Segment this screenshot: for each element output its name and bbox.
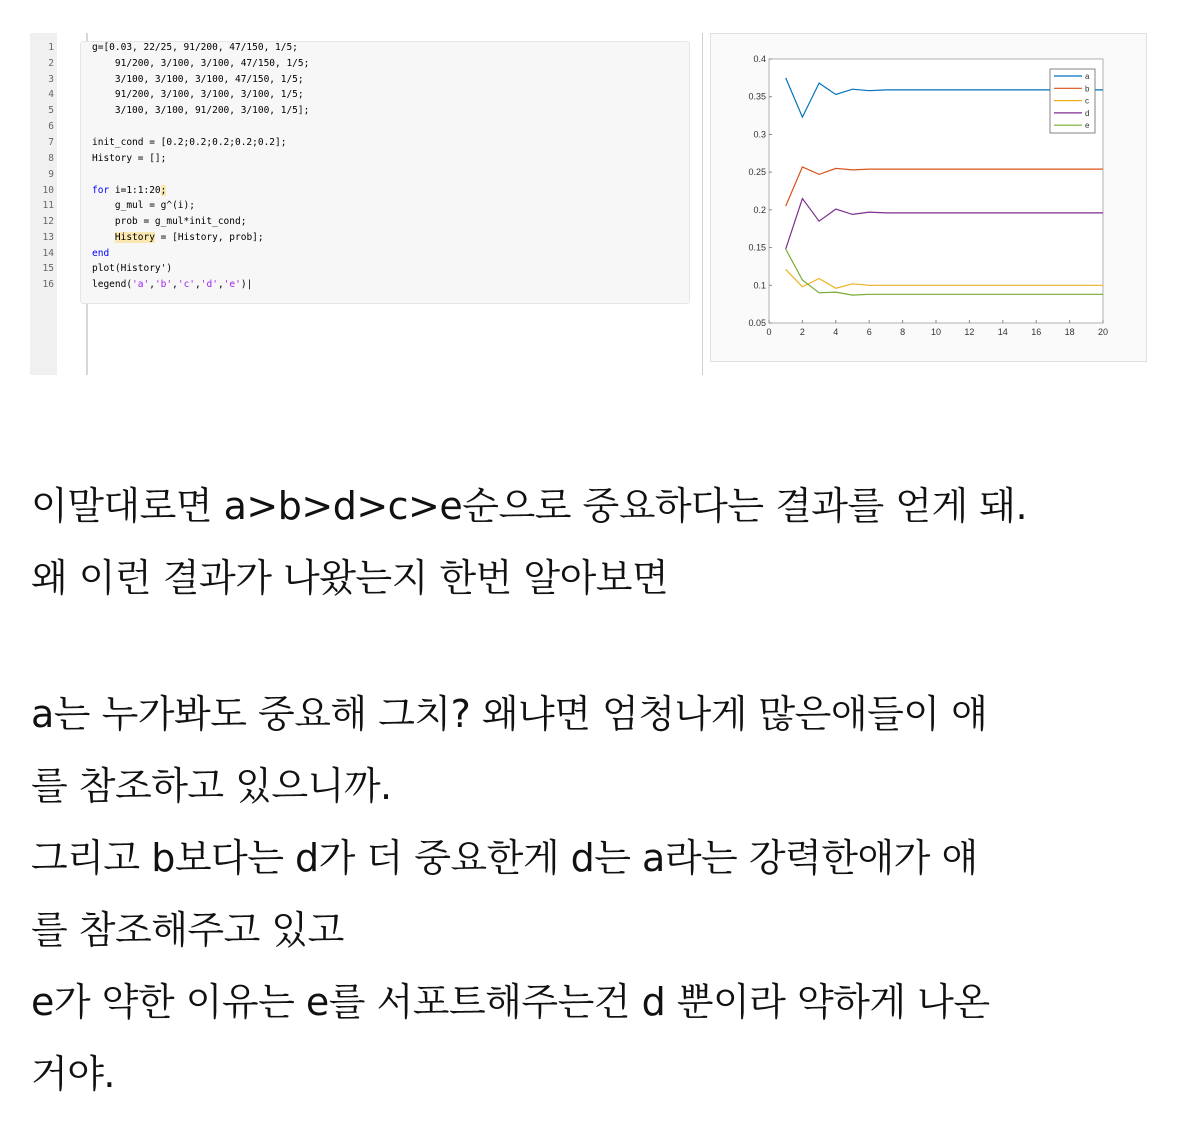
code-string: 'c'	[177, 279, 196, 290]
code-token: 3/100, 3/100, 91/200, 3/100, 1/5];	[92, 105, 310, 116]
panel-divider	[702, 33, 703, 375]
code-line	[92, 232, 264, 244]
code-line	[92, 105, 309, 117]
paragraph-line: 를 참조해주고 있고	[31, 908, 344, 952]
code-token: 91/200, 3/100, 3/100, 3/100, 1/5;	[92, 89, 304, 100]
code-line	[92, 137, 286, 149]
line-number: 3	[48, 74, 54, 85]
code-line	[92, 58, 309, 70]
paragraph-line: 거야.	[31, 1052, 115, 1096]
x-tick-label: 18	[1064, 327, 1075, 337]
line-number: 5	[48, 105, 54, 116]
line-chart	[711, 34, 1146, 361]
code-token: = [History, prob];	[154, 232, 264, 243]
y-tick-label: 0.05	[748, 318, 766, 328]
x-tick-label: 10	[930, 327, 942, 337]
code-token: 3/100, 3/100, 3/100, 47/150, 1/5;	[92, 74, 304, 85]
line-number: 7	[48, 137, 54, 148]
y-tick-label: 0.25	[748, 167, 766, 178]
code-token: i=1:1:20	[109, 185, 161, 196]
legend-label: c	[1085, 96, 1089, 106]
code-line	[92, 216, 246, 228]
line-number: 6	[48, 121, 54, 132]
code-token: legend(	[92, 279, 133, 290]
code-token: ,	[217, 279, 224, 290]
code-token: ,	[172, 279, 178, 290]
code-token: ,	[195, 279, 201, 290]
x-tick-label: 2	[799, 327, 805, 337]
legend-label: d	[1085, 108, 1090, 118]
code-string: 'b'	[154, 279, 173, 290]
legend-label: b	[1085, 84, 1090, 94]
paragraph-line: 왜 이런 결과가 나왔는지 한번 알아보면	[31, 556, 669, 600]
post-body	[31, 470, 1171, 1110]
line-number: 8	[48, 153, 54, 164]
code-line	[92, 89, 304, 101]
code-token: g_mul = g^(i);	[92, 200, 195, 211]
legend-label: a	[1085, 72, 1090, 81]
line-number: 16	[42, 279, 54, 290]
line-number: 10	[42, 185, 54, 196]
y-tick-label: 0.1	[753, 280, 766, 291]
y-tick-label: 0.4	[753, 54, 766, 64]
paragraph-line: a는 누가봐도 중요해 그치? 왜냐면 엄청나게 많은애들이 얘	[31, 692, 988, 736]
code-line	[92, 279, 252, 291]
code-token: )|	[240, 279, 253, 290]
code-string: 'd'	[200, 279, 218, 290]
code-token: History	[114, 232, 155, 243]
x-tick-label: 20	[1097, 327, 1109, 337]
code-token: g=[0.03, 22/25, 91/200, 47/150, 1/5;	[92, 42, 298, 53]
paragraph-line: e가 약한 이유는 e를 서포트해주는건 d 뿐이라 약하게 나온	[31, 980, 990, 1024]
code-keyword: end	[92, 248, 110, 259]
x-tick-label: 8	[900, 327, 906, 337]
x-tick-label: 4	[833, 327, 839, 337]
x-tick-label: 16	[1031, 327, 1042, 337]
code-token: prob = g_mul*init_cond;	[92, 216, 247, 227]
line-number: 13	[42, 232, 54, 243]
code-string: 'a'	[132, 279, 150, 290]
code-token: History = [];	[92, 153, 167, 164]
x-tick-label: 14	[997, 327, 1008, 337]
line-number: 14	[42, 248, 54, 259]
code-keyword: for	[92, 185, 110, 196]
code-line	[92, 200, 195, 212]
code-line	[92, 185, 166, 197]
paragraph-line: 를 참조하고 있으니까.	[31, 764, 392, 808]
x-tick-label: 12	[964, 327, 975, 337]
code-token: init_cond = [0.2;0.2;0.2;0.2;0.2];	[92, 137, 287, 148]
line-number: 12	[42, 216, 54, 227]
y-tick-label: 0.35	[748, 91, 766, 102]
legend-label: e	[1085, 121, 1090, 131]
code-token: plot(History')	[92, 263, 173, 274]
code-line	[92, 74, 304, 86]
line-number: 2	[48, 58, 54, 69]
y-tick-label: 0.15	[748, 242, 766, 253]
code-line	[92, 248, 109, 260]
code-token	[92, 232, 115, 243]
paragraph-line: 그리고 b보다는 d가 더 중요한게 d는 a라는 강력한애가 얘	[31, 836, 978, 880]
line-number: 4	[48, 89, 54, 100]
paragraph-line: 이말대로면 a>b>d>c>e순으로 중요하다는 결과를 얻게 돼.	[31, 484, 1028, 528]
line-number: 9	[48, 169, 54, 180]
plot-figure	[710, 33, 1147, 362]
x-tick-label: 6	[866, 327, 872, 337]
code-token: 91/200, 3/100, 3/100, 47/150, 1/5;	[92, 58, 310, 69]
code-token: ,	[149, 279, 155, 290]
code-token: ;	[160, 185, 167, 196]
code-line	[92, 263, 172, 275]
line-number: 11	[42, 200, 54, 211]
code-editor[interactable]	[30, 33, 702, 375]
line-number: 1	[48, 42, 54, 53]
code-line	[92, 42, 298, 54]
line-number: 15	[42, 263, 54, 274]
code-string: 'e'	[223, 279, 241, 290]
code-line	[92, 153, 166, 165]
y-tick-label: 0.3	[753, 129, 766, 140]
x-tick-label: 0	[766, 327, 772, 337]
y-tick-label: 0.2	[753, 204, 766, 215]
